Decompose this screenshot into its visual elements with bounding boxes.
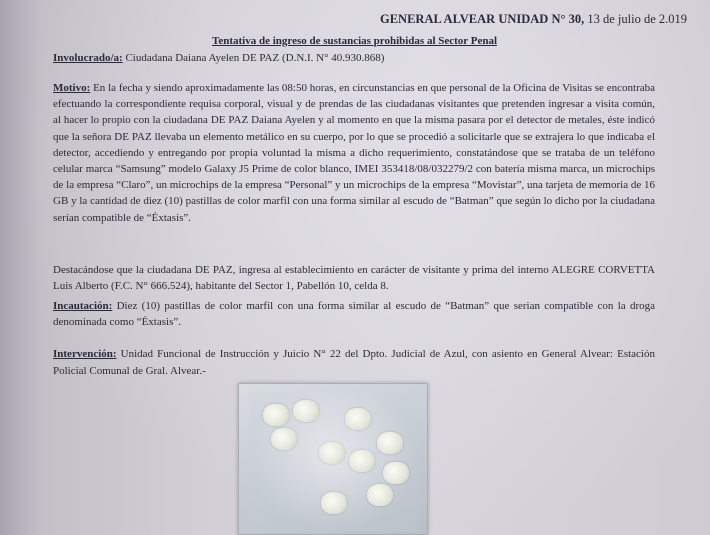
- involucrado-text: Ciudadana Daiana Ayelen DE PAZ (D.N.I. N° 40.930.868): [122, 52, 385, 64]
- pill-icon: [383, 462, 409, 484]
- pill-icon: [263, 404, 289, 426]
- involucrado-label: Involucrado/a:: [53, 52, 123, 64]
- pill-icon: [377, 432, 403, 454]
- pill-icon: [345, 408, 371, 430]
- pill-icon: [367, 484, 393, 506]
- document-header: [380, 12, 687, 27]
- motivo-text: En la fecha y siendo aproximadamente las 08:50 horas, en circunstancias en que personal de la Oficina de Visitas se encontraba efectuando la correspondiente requisa corporal, visual y de prendas de las ciudadanas visitantes que pretenden ingresar a visita común, al hacer lo propio con la ciudadana DE PAZ Daiana Ayelen y al momento en que la misma pasara por el detector de metales, éste indicó que la señora DE PAZ llevaba un elemento metálico en su cuerpo, por lo que se procedió a solicitarle que se extrajera lo que indicaba el detector, accediendo y entregando por propia voluntad la misma a dicho requerimiento, constatándose que se trataba de un teléfono celular marca “Samsung” modelo Galaxy J5 Prime de color blanco, IMEI 353418/08/032279/2 con batería misma marca, un microchips de la empresa “Claro”, un microchips de la empresa “Personal” y un microchips de la empresa “Movistar”, una tarjeta de memoria de 16 GB y la cantidad de diez (10) pastillas de color marfil con una forma similar al escudo de “Batman” que según lo dicho por la ciudadana serían compatible de “Éxtasis”.: [53, 82, 655, 224]
- pill-icon: [349, 450, 375, 472]
- evidence-photo: [238, 383, 428, 535]
- pill-icon: [271, 428, 297, 450]
- document-subject: Tentativa de ingreso de sustancias prohibidas al Sector Penal: [212, 35, 498, 47]
- pill-icon: [319, 442, 345, 464]
- intervencion-paragraph: [53, 346, 655, 380]
- involucrado-paragraph: [53, 50, 655, 66]
- unit-name: GENERAL ALVEAR UNIDAD N° 30,: [380, 12, 585, 26]
- intervencion-label: Intervención:: [53, 348, 117, 360]
- motivo-paragraph: [53, 80, 655, 226]
- destacandose-paragraph: Destacándose que la ciudadana DE PAZ, ingresa al establecimiento en carácter de visitante y prima del interno ALEGRE CORVETTA Luis Alberto (F.C. N° 666.524), habitante del Sector 1, Pabellón 10, celda 8.: [53, 264, 655, 293]
- document-date: 13 de julio de 2.019: [584, 12, 687, 26]
- motivo-label: Motivo:: [53, 82, 91, 94]
- intervencion-text: Unidad Funcional de Instrucción y Juicio N° 22 del Dpto. Judicial de Azul, con asiento en General Alvear: Estación Policial Comunal de Gral. Alvear.-: [53, 348, 655, 377]
- pill-icon: [321, 492, 347, 514]
- pill-icon: [293, 400, 319, 422]
- incautacion-label: Incautación:: [53, 300, 113, 312]
- incautacion-text: Diez (10) pastillas de color marfil con una forma similar al escudo de “Batman” que serian compatible con la droga denominada como “Éxtasis”.: [53, 300, 655, 329]
- plastic-bag: [249, 392, 417, 532]
- incautacion-paragraph: [53, 298, 655, 330]
